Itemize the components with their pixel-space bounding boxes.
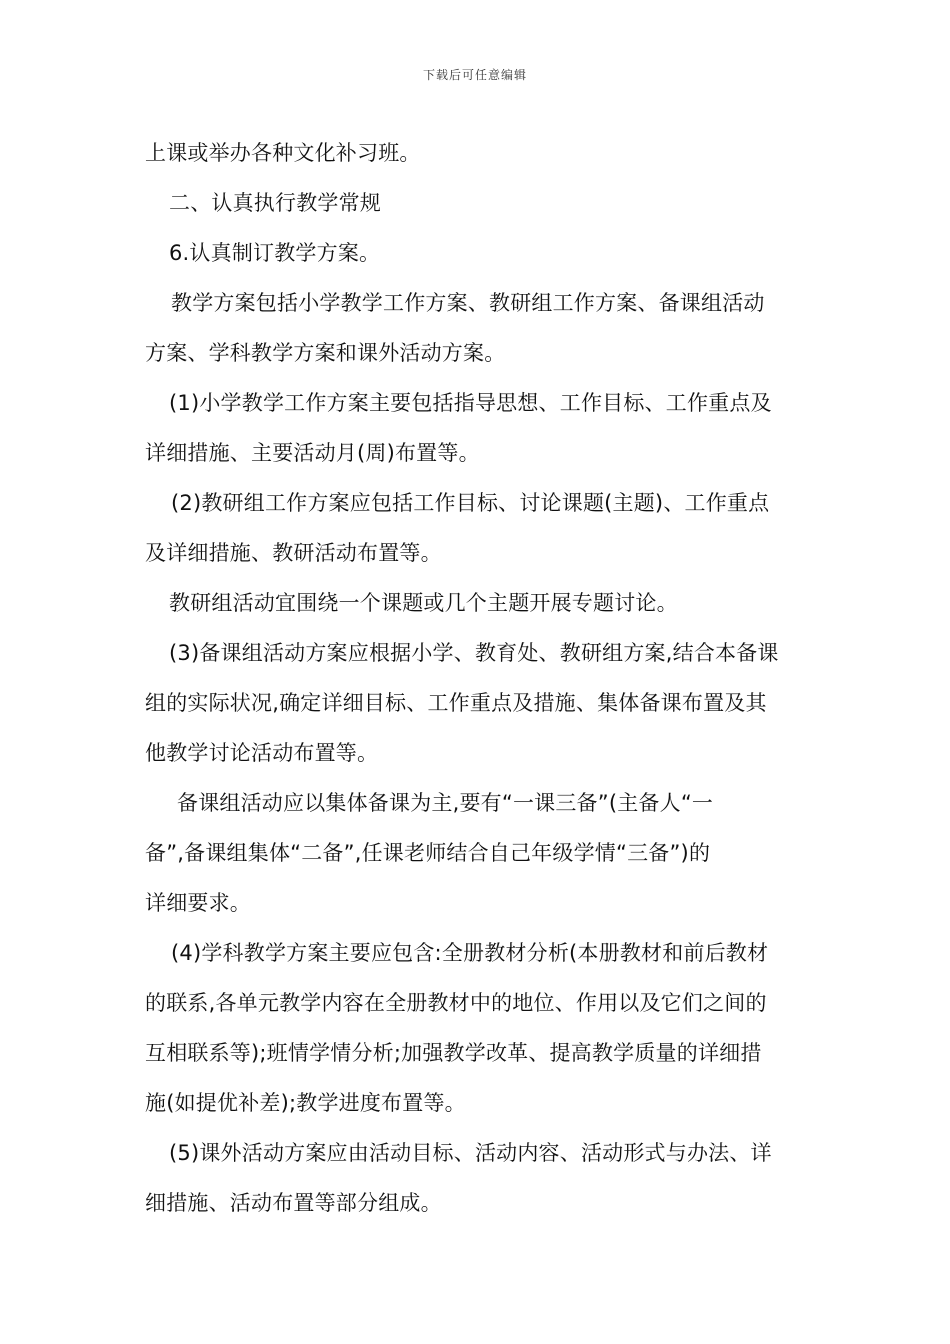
text-line: 详细措施、主要活动月(周)布置等。 (145, 441, 480, 465)
text-line: 备课组活动应以集体备课为主,要有“一课三备”(主备人“一 (177, 791, 714, 815)
body-text (145, 128, 810, 1228)
text-line: 详细要求。 (145, 891, 251, 915)
text-line: (1)小学教学工作方案主要包括指导思想、工作目标、工作重点及 (169, 391, 772, 415)
text-line: 备”,备课组集体“二备”,任课老师结合自己年级学情“三备”)的 (145, 841, 711, 865)
text-line: 6.认真制订教学方案。 (169, 241, 381, 265)
text-line: (5)课外活动方案应由活动目标、活动内容、活动形式与办法、详 (169, 1141, 772, 1165)
text-line: 及详细措施、教研活动布置等。 (145, 541, 442, 565)
text-line: (3)备课组活动方案应根据小学、教育处、教研组方案,结合本备课 (169, 641, 779, 665)
text-line: 互相联系等);班情学情分析;加强教学改革、提高教学质量的详细措 (145, 1041, 762, 1065)
text-line: 上课或举办各种文化补习班。 (145, 141, 421, 165)
text-line: 方案、学科教学方案和课外活动方案。 (145, 341, 506, 365)
text-line: 施(如提优补差);教学进度布置等。 (145, 1091, 466, 1115)
text-line: 组的实际状况,确定详细目标、工作重点及措施、集体备课布置及其 (145, 691, 767, 715)
text-line: 细措施、活动布置等部分组成。 (145, 1191, 442, 1215)
text-line: 他教学讨论活动布置等。 (145, 741, 379, 765)
text-line: 教研组活动宜围绕一个课题或几个主题开展专题讨论。 (169, 591, 678, 615)
page-header: 下载后可任意编辑 (422, 68, 527, 82)
text-line: 教学方案包括小学教学工作方案、教研组工作方案、备课组活动 (171, 291, 765, 315)
text-line: (4)学科教学方案主要应包含:全册教材分析(本册教材和前后教材 (171, 941, 769, 965)
text-line: 二、认真执行教学常规 (169, 191, 381, 215)
text-line: 的联系,各单元教学内容在全册教材中的地位、作用以及它们之间的 (145, 991, 767, 1015)
text-line: (2)教研组工作方案应包括工作目标、讨论课题(主题)、工作重点 (171, 491, 770, 515)
